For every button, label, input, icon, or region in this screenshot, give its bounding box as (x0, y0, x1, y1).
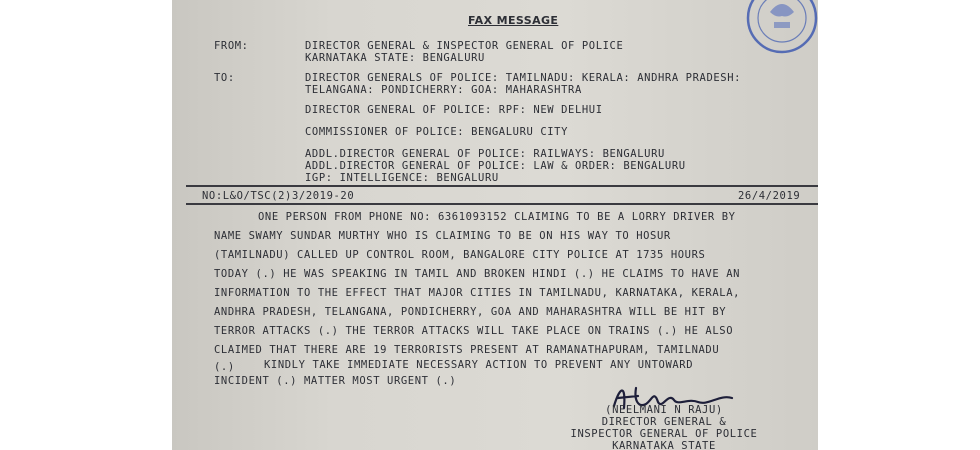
signatory-title-2: INSPECTOR GENERAL OF POLICE (570, 428, 758, 440)
body-line-2: NAME SWAMY SUNDAR MURTHY WHO IS CLAIMING TO BE ON HIS WAY TO HOSUR (214, 230, 671, 242)
body-line-5: INFORMATION TO THE EFFECT THAT MAJOR CITIES IN TAMILNADU, KARNATAKA, KERALA, (214, 287, 741, 299)
body-line-8: CLAIMED THAT THERE ARE 19 TERRORISTS PRESENT AT RAMANATHAPURAM, TAMILNADU (214, 344, 720, 356)
to-line-7: IGP: INTELLIGENCE: BENGALURU (305, 172, 499, 184)
fax-date: 26/4/2019 (738, 190, 801, 202)
fax-document (172, 0, 818, 450)
to-line-5: ADDL.DIRECTOR GENERAL OF POLICE: RAILWAYS: BENGALURU (305, 148, 665, 160)
signatory-name: (NEELMANI N RAJU) (605, 404, 723, 416)
police-seal-icon (710, 0, 818, 58)
divider-top (186, 185, 818, 187)
request-line-2: INCIDENT (.) MATTER MOST URGENT (.) (214, 375, 457, 387)
to-label: TO: (214, 72, 235, 84)
signatory-title-1: DIRECTOR GENERAL & (601, 416, 727, 428)
signatory-state: KARNATAKA STATE (612, 440, 716, 450)
from-label: FROM: (214, 40, 249, 52)
body-line-9: (.) (214, 361, 235, 373)
to-line-3: DIRECTOR GENERAL OF POLICE: RPF: NEW DELHUI (305, 104, 603, 116)
to-line-2: TELANGANA: PONDICHERRY: GOA: MAHARASHTRA (305, 84, 582, 96)
to-line-4: COMMISSIONER OF POLICE: BENGALURU CITY (305, 126, 569, 138)
body-line-3: (TAMILNADU) CALLED UP CONTROL ROOM, BANGALORE CITY POLICE AT 1735 HOURS (214, 249, 706, 261)
to-line-6: ADDL.DIRECTOR GENERAL OF POLICE: LAW & ORDER: BENGALURU (305, 160, 686, 172)
from-line-2: KARNATAKA STATE: BENGALURU (305, 52, 485, 64)
fax-title: FAX MESSAGE (468, 14, 559, 27)
request-line-1: KINDLY TAKE IMMEDIATE NECESSARY ACTION TO PREVENT ANY UNTOWARD (264, 359, 694, 371)
to-line-1: DIRECTOR GENERALS OF POLICE: TAMILNADU: KERALA: ANDHRA PRADESH: (305, 72, 742, 84)
body-line-6: ANDHRA PRADESH, TELANGANA, PONDICHERRY, GOA AND MAHARASHTRA WILL BE HIT BY (214, 306, 727, 318)
body-line-4: TODAY (.) HE WAS SPEAKING IN TAMIL AND BROKEN HINDI (.) HE CLAIMS TO HAVE AN (214, 268, 741, 280)
body-line-1: ONE PERSON FROM PHONE NO: 6361093152 CLAIMING TO BE A LORRY DRIVER BY (258, 211, 736, 223)
body-line-7: TERROR ATTACKS (.) THE TERROR ATTACKS WILL TAKE PLACE ON TRAINS (.) HE ALSO (214, 325, 734, 337)
from-line-1: DIRECTOR GENERAL & INSPECTOR GENERAL OF POLICE (305, 40, 624, 52)
divider-bottom (186, 203, 818, 205)
reference-number: NO:L&O/TSC(2)3/2019-20 (202, 190, 355, 202)
